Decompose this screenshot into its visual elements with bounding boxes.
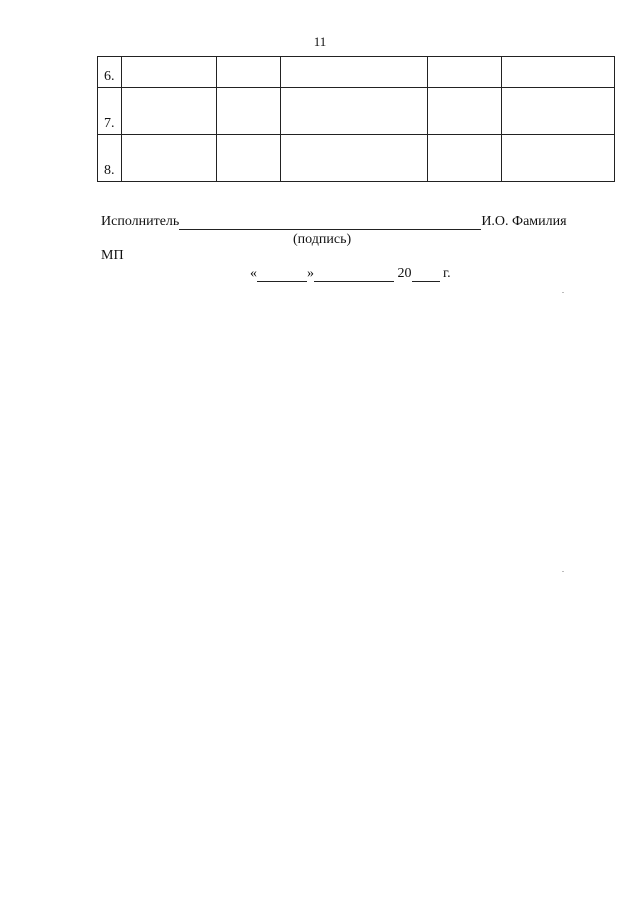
table-cell [281,57,428,88]
executor-signature-line [101,214,601,230]
row-number-cell: 6. [98,57,122,88]
data-table [97,56,615,182]
year-suffix: г. [443,266,451,281]
table-cell [122,88,217,135]
table-row [98,135,615,182]
date-close-quote: » [307,266,314,281]
table-cell [502,57,615,88]
stamp-label: МП [101,248,124,263]
signature-hint: (подпись) [293,232,352,247]
month-blank [314,267,394,282]
table-cell [502,135,615,182]
date-open-quote: « [250,266,257,281]
year-prefix: 20 [397,266,412,281]
day-blank [257,267,307,282]
row-number-cell: 7. [98,88,122,135]
table-cell [122,135,217,182]
year-blank [412,267,440,282]
table-cell [428,88,502,135]
table-cell [217,88,281,135]
scan-speck [562,292,564,293]
signature-blank [179,215,481,230]
page-number: 11 [313,34,327,49]
table-cell [428,135,502,182]
scan-speck [562,571,564,572]
table-cell [217,135,281,182]
table-cell [281,135,428,182]
table-cell [122,57,217,88]
date-line [250,266,451,282]
executor-label: Исполнитель [101,214,180,229]
row-number-cell: 8. [98,135,122,182]
table-cell [428,57,502,88]
executor-name: И.О. Фамилия [481,214,567,229]
table-row [98,88,615,135]
table-cell [217,57,281,88]
table-row [98,57,615,88]
table-cell [281,88,428,135]
table-cell [502,88,615,135]
